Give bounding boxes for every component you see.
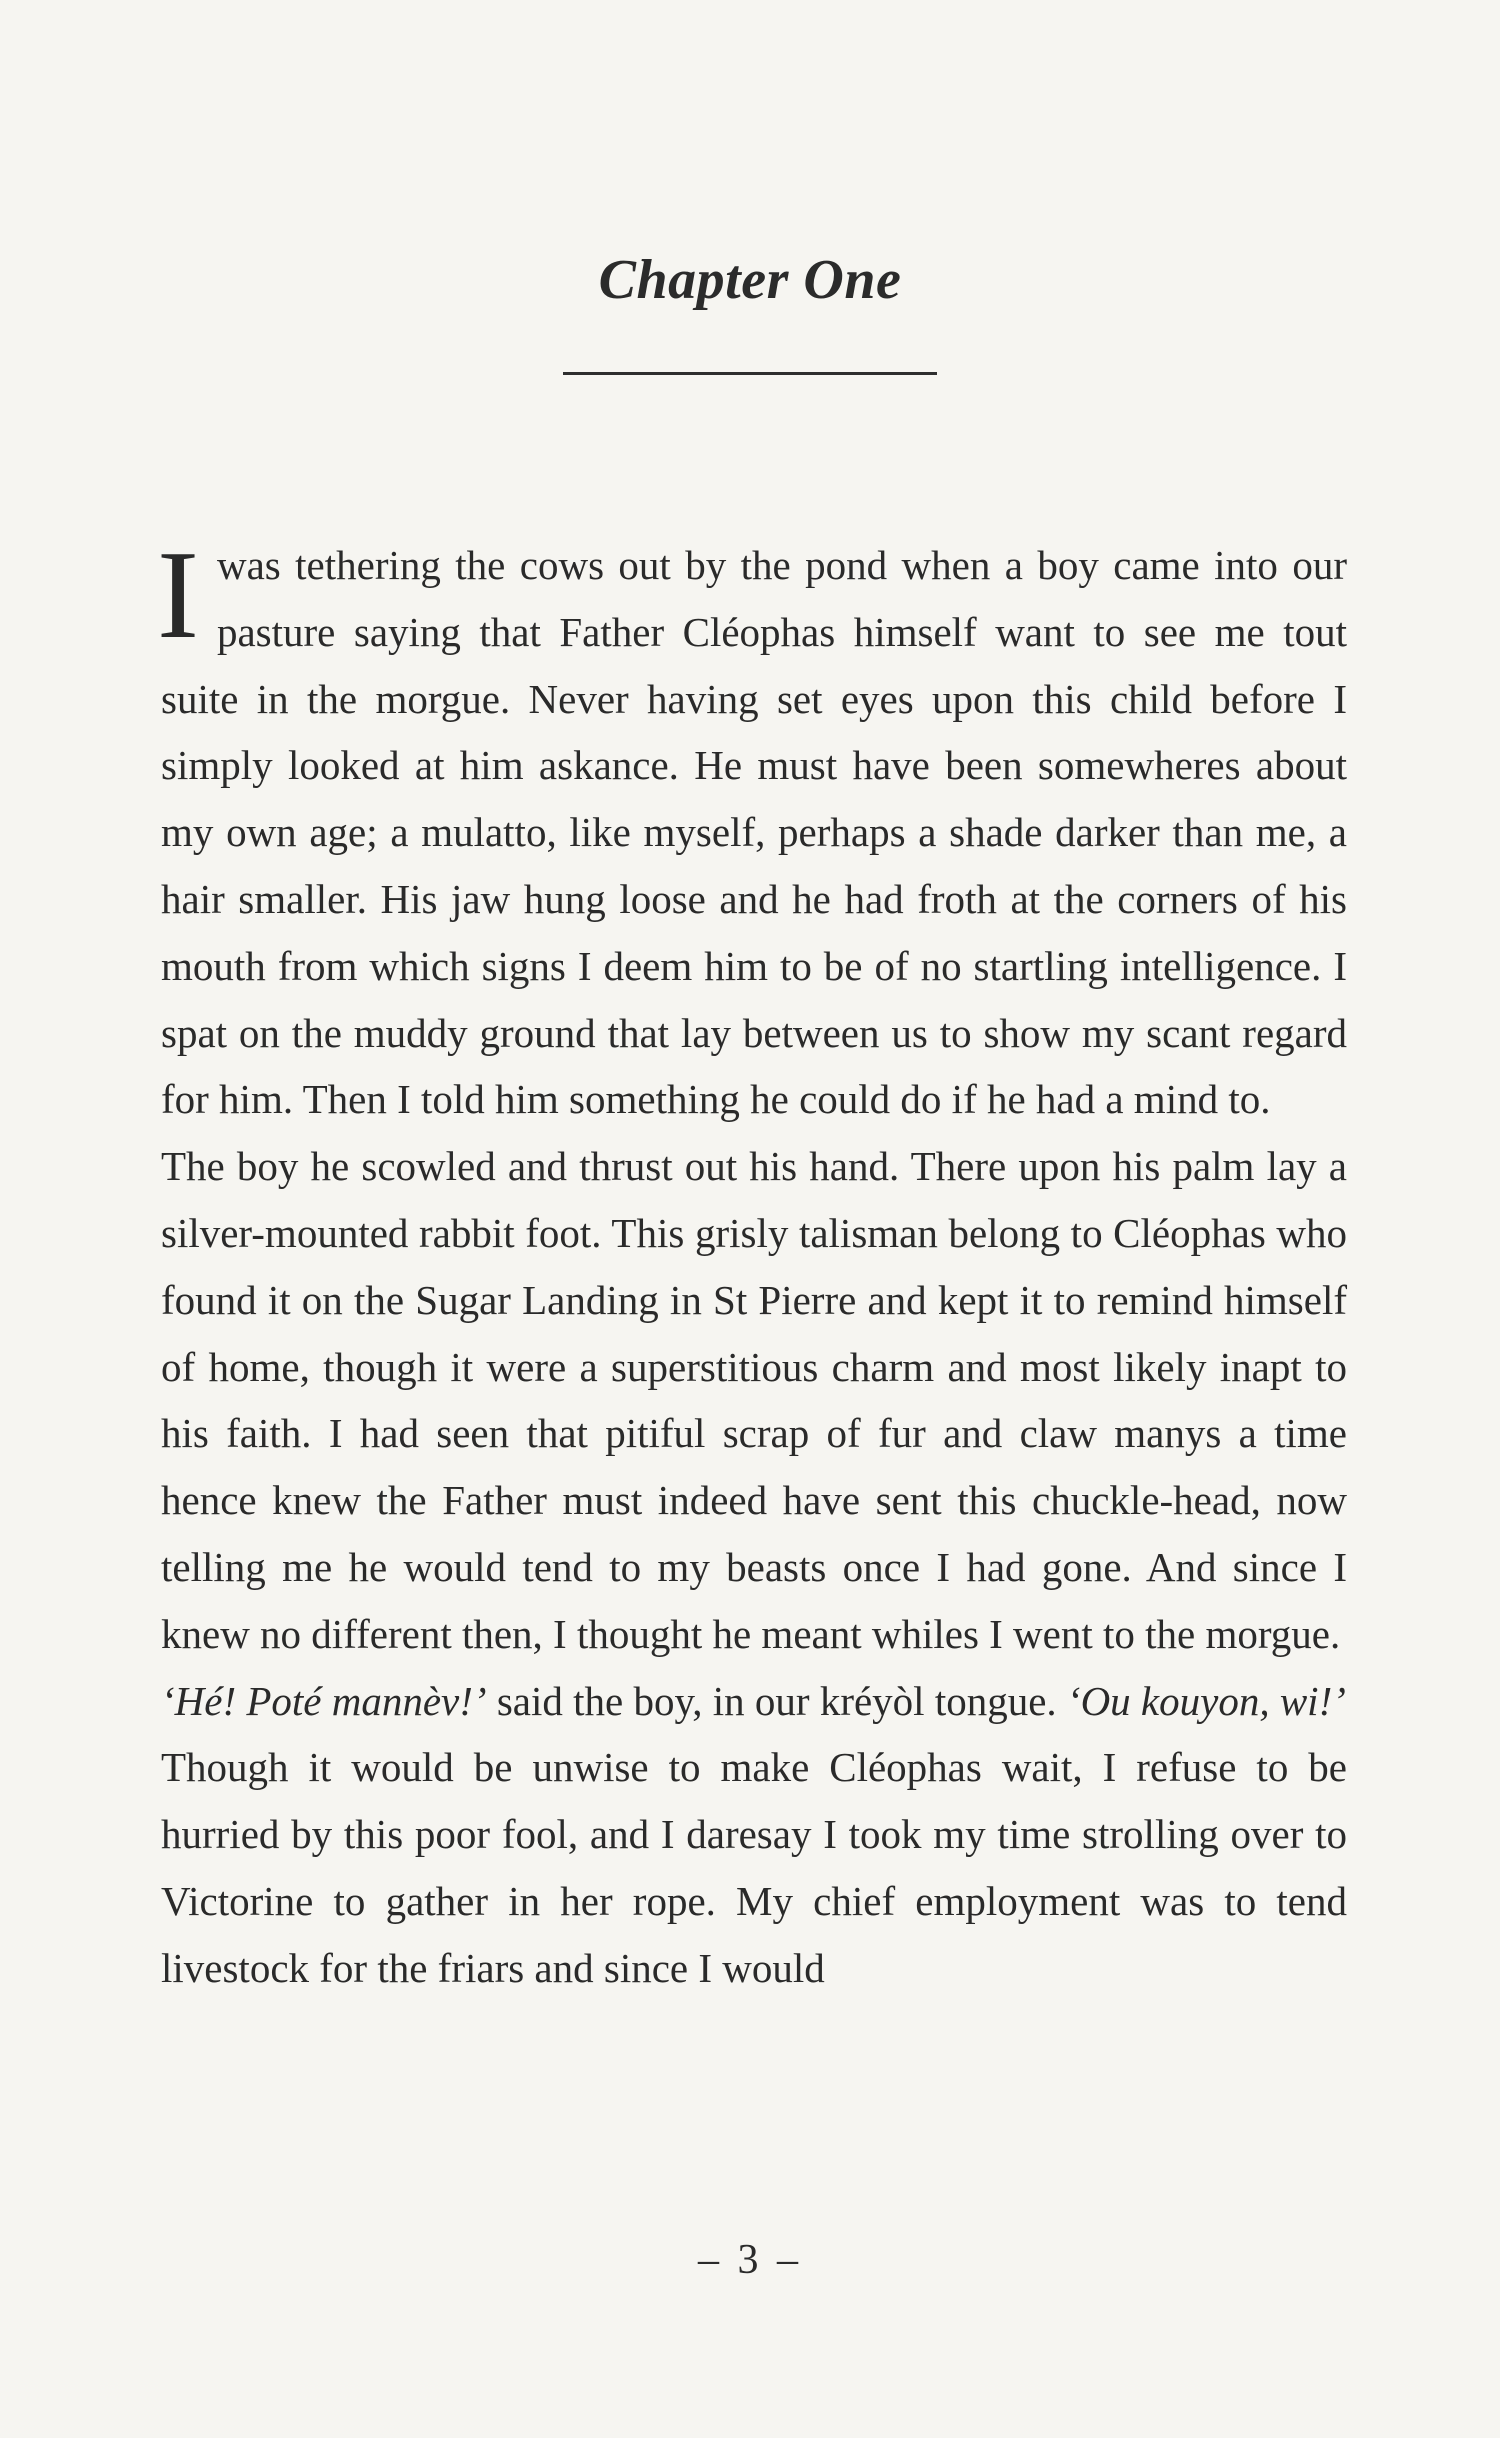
dialogue-tag: said the boy, in our kréyòl tongue.: [486, 1677, 1067, 1724]
title-rule: [563, 372, 937, 375]
paragraph-1: [157, 526, 1347, 1133]
dialogue-quote-1: ‘Hé! Poté mannèv!’: [161, 1677, 487, 1724]
paragraph-4: Though it would be unwise to make Cléophas wait, I refuse to be hurried by this poor fool, and I daresay I took my time strolling over to Victorine to gather in her rope. My chief employment was to tend livestock for the friars and since I would: [161, 1744, 1347, 1991]
paragraph-3: [161, 1668, 1347, 1735]
page-number: – 3 –: [698, 2237, 802, 2283]
drop-cap: I: [157, 526, 199, 665]
body-text: [157, 526, 1347, 2002]
paragraph-2: The boy he scowled and thrust out his hand. There upon his palm lay a silver-mounted rabbit foot. This grisly talisman belong to Cléophas who found it on the Sugar Landing in St Pierre and kept it to remind himself of home, though it were a superstitious charm and most likely inapt to his faith. I had seen that pitiful scrap of fur and claw manys a time hence knew the Father must indeed have sent this chuckle-head, now telling me he would tend to my beasts once I had gone. And since I knew no different then, I thought he meant whiles I went to the morgue.: [161, 1143, 1347, 1657]
paragraph-1-text: was tethering the cows out by the pond when a boy came into our pasture saying that Father Cléophas himself want to see me tout suite in the morgue. Never having set eyes upon this child before I simply looked at him askance. He must have been somewheres about my own age; a mulatto, like myself, perhaps a shade darker than me, a hair smaller. His jaw hung loose and he had froth at the corners of his mouth from which signs I deem him to be of no startling intelligence. I spat on the muddy ground that lay between us to show my scant regard for him. Then I told him something he could do if he had a mind to.: [161, 542, 1347, 1123]
dialogue-quote-2: ‘Ou kouyon, wi!’: [1066, 1677, 1346, 1724]
chapter-title: Chapter One: [598, 249, 902, 311]
